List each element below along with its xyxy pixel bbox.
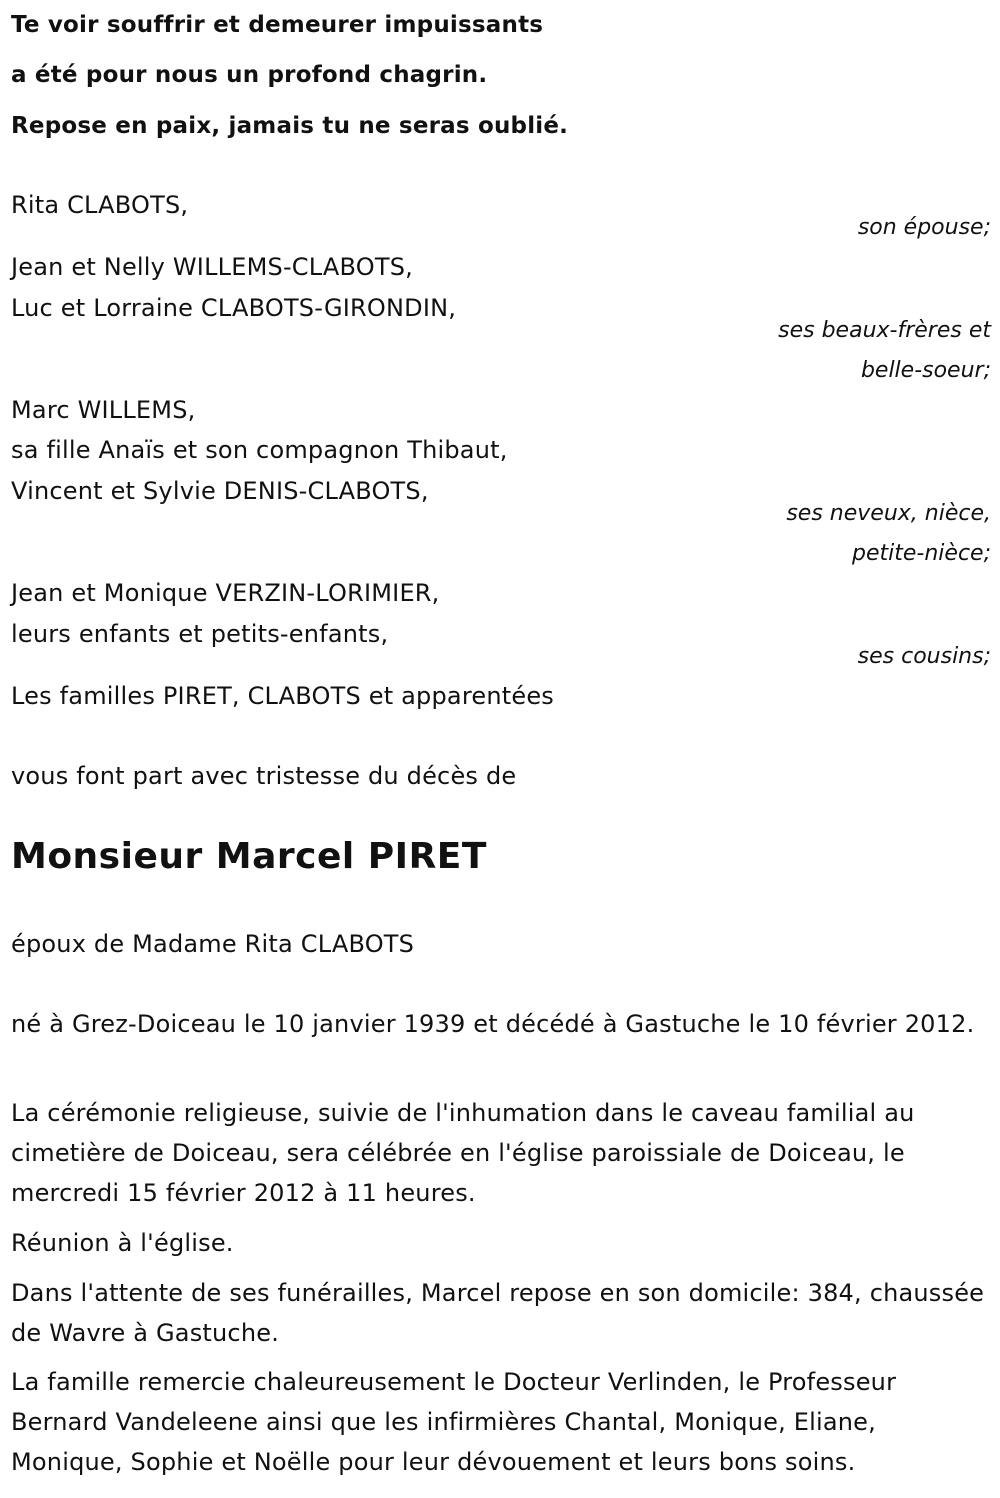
deceased-name: Monsieur Marcel PIRET xyxy=(11,836,487,877)
family-member-nephews-3: Vincent et Sylvie DENIS-CLABOTS, xyxy=(11,477,429,505)
ceremony-paragraph: La cérémonie religieuse, suivie de l'inhumation dans le caveau familial au cimetière de Doiceau, sera célébrée en l'église paroissiale de Doiceau, le mercredi 15 février 2012 à 11 heures. xyxy=(11,1099,915,1207)
death-notice xyxy=(11,0,991,1498)
family-member-cousins-1: Jean et Monique VERZIN-LORIMIER, xyxy=(11,579,440,607)
announcement-intro: vous font part avec tristesse du décès de xyxy=(11,762,517,790)
meeting-paragraph: Réunion à l'église. xyxy=(11,1229,234,1257)
spouse-line: époux de Madame Rita CLABOTS xyxy=(11,930,415,958)
family-member-cousins-2: leurs enfants et petits-enfants, xyxy=(11,620,389,648)
relation-cousins: ses cousins; xyxy=(857,644,991,669)
thanks-paragraph: La famille remercie chaleureusement le Docteur Verlinden, le Professeur Bernard Vandeleene ainsi que les infirmières Chantal, Monique, Eliane, Monique, Sophie et Noëlle pour leur dévouement et leurs bons soins. xyxy=(11,1368,897,1476)
family-member-inlaws-2: Luc et Lorraine CLABOTS-GIRONDIN, xyxy=(11,294,457,322)
birth-death-paragraph: né à Grez-Doiceau le 10 janvier 1939 et décédé à Gastuche le 10 février 2012. xyxy=(11,1010,975,1038)
family-member-nephews-2: sa fille Anaïs et son compagnon Thibaut, xyxy=(11,436,508,464)
verse-line-1: Te voir souffrir et demeurer impuissants xyxy=(11,12,544,38)
family-member-rita: Rita CLABOTS, xyxy=(11,191,189,219)
relation-inlaws-1: ses beaux-frères et xyxy=(778,318,991,343)
relation-inlaws-2: belle-soeur; xyxy=(860,358,991,383)
relation-nephews-1: ses neveux, nièce, xyxy=(786,501,991,526)
relation-nephews-2: petite-nièce; xyxy=(852,541,991,566)
verse-line-3: Repose en paix, jamais tu ne seras oublié. xyxy=(11,113,569,139)
verse-line-2: a été pour nous un profond chagrin. xyxy=(11,62,488,88)
resting-paragraph: Dans l'attente de ses funérailles, Marcel repose en son domicile: 384, chaussée de Wavre à Gastuche. xyxy=(11,1279,985,1347)
family-member-nephews-1: Marc WILLEMS, xyxy=(11,396,196,424)
family-member-inlaws-1: Jean et Nelly WILLEMS-CLABOTS, xyxy=(11,253,413,281)
family-member-families: Les familles PIRET, CLABOTS et apparentées xyxy=(11,682,554,710)
relation-spouse: son épouse; xyxy=(857,215,991,240)
